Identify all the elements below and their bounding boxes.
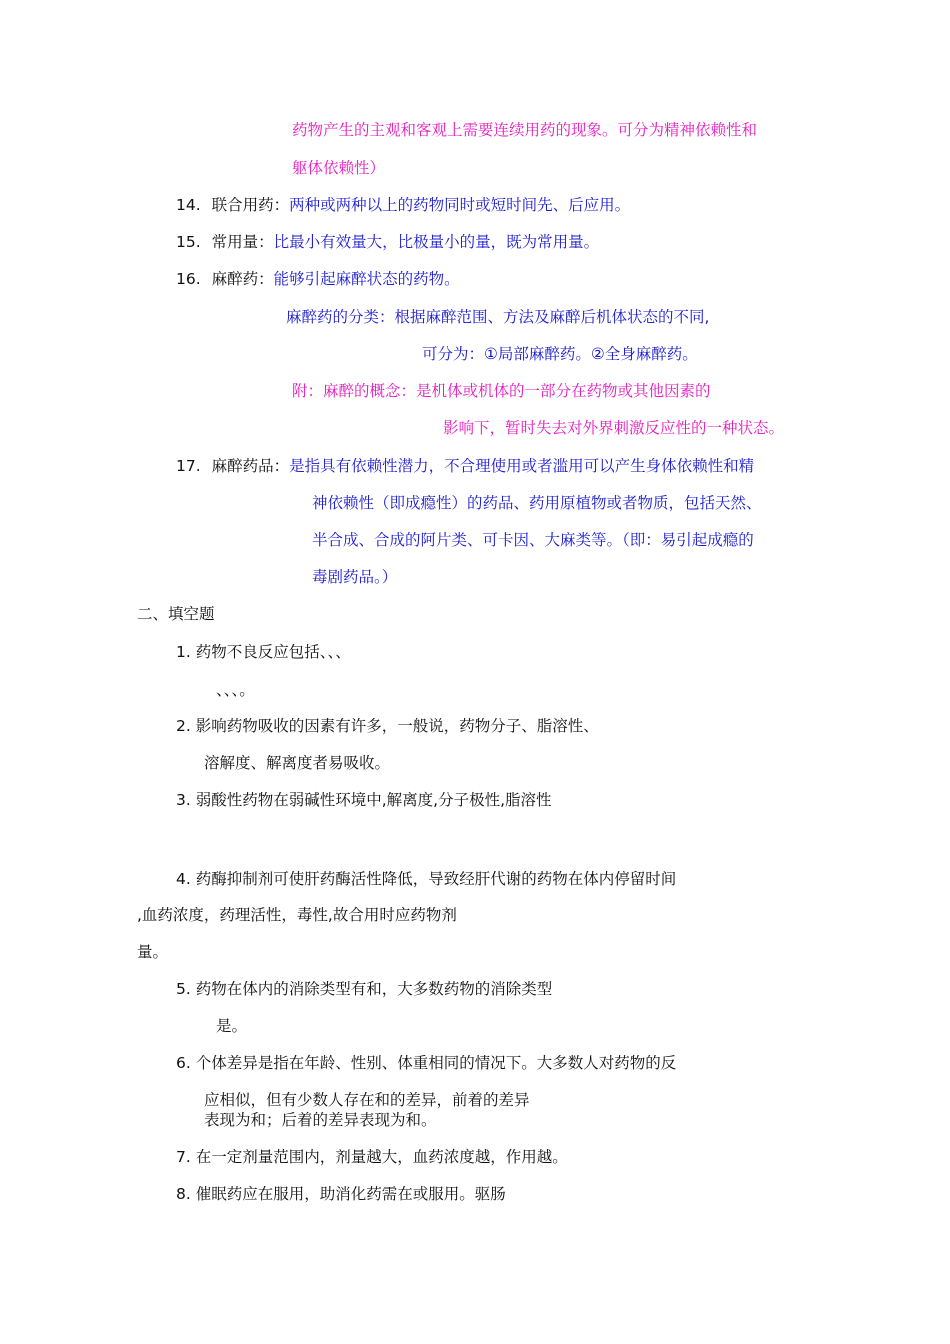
question-3: 3. 弱酸性药物在弱碱性环境中,解离度,分子极性,脂溶性 (176, 791, 552, 809)
anesthetic-classification: 可分为：①局部麻醉药。②全身麻醉药。 (422, 345, 698, 363)
question-4: 4. 药酶抑制剂可使肝药酶活性降低，导致经肝代谢的药物在体内停留时间 (176, 870, 677, 888)
question-2: 2. 影响药物吸收的因素有许多，一般说，药物分子、脂溶性、 (176, 717, 599, 735)
question-7: 7. 在一定剂量范围内，剂量越大，血药浓度越，作用越。 (176, 1148, 568, 1166)
item-definition: 能够引起麻醉状态的药物。 (273, 270, 460, 288)
definition-continuation-line: 躯体依赖性） (292, 159, 386, 177)
definition-item-15 (176, 232, 599, 252)
anesthesia-note: 影响下，暂时失去对外界刺激反应性的一种状态。 (443, 419, 785, 437)
question-5-continuation: 是。 (216, 1017, 248, 1035)
item-definition: 两种或两种以上的药物同时或短时间先、后应用。 (289, 196, 631, 214)
question-6-continuation: 应相似，但有少数人存在和的差异，前着的差异 (204, 1091, 530, 1109)
item-number: 15. (176, 233, 201, 251)
item-definition: 是指具有依赖性潜力，不合理使用或者滥用可以产生身体依赖性和精 (289, 457, 755, 475)
item-definition-continuation: 神依赖性（即成瘾性）的药品、药用原植物或者物质，包括天然、 (312, 494, 762, 512)
question-4-continuation: ,血药浓度，药理活性，毒性,故合用时应药物剂 (137, 906, 457, 924)
section-heading: 二、填空题 (137, 605, 215, 623)
definition-item-17 (176, 456, 754, 476)
item-definition-continuation: 半合成、合成的阿片类、可卡因、大麻类等。（即：易引起成瘾的 (312, 531, 754, 549)
question-1-continuation: 、、、。 (216, 681, 255, 699)
item-term: 麻醉药品： (211, 457, 290, 475)
definition-item-14 (176, 195, 630, 215)
question-6: 6. 个体差异是指在年龄、性别、体重相同的情况下。大多数人对药物的反 (176, 1054, 677, 1072)
item-definition-continuation: 毒剧药品。） (312, 568, 398, 586)
question-8: 8. 催眠药应在服用，助消化药需在或服用。驱肠 (176, 1185, 506, 1203)
item-number: 14. (176, 196, 201, 214)
definition-item-16 (176, 269, 460, 289)
item-definition: 比最小有效量大，比极量小的量，既为常用量。 (273, 233, 600, 251)
question-1: 1. 药物不良反应包括、、、 (176, 643, 351, 661)
item-term: 常用量： (211, 233, 274, 251)
question-6-continuation: 表现为和；后着的差异表现为和。 (204, 1111, 437, 1129)
question-4-continuation: 量。 (137, 943, 169, 961)
item-term: 联合用药： (211, 196, 290, 214)
question-5: 5. 药物在体内的消除类型有和，大多数药物的消除类型 (176, 980, 553, 998)
item-term: 麻醉药： (211, 270, 274, 288)
anesthetic-classification: 麻醉药的分类：根据麻醉范围、方法及麻醉后机体状态的不同, (286, 308, 710, 326)
question-2-continuation: 溶解度、解离度者易吸收。 (204, 754, 391, 772)
definition-continuation-line: 药物产生的主观和客观上需要连续用药的现象。可分为精神依赖性和 (292, 121, 758, 139)
item-number: 17. (176, 457, 201, 475)
item-number: 16. (176, 270, 201, 288)
anesthesia-note: 附：麻醉的概念：是机体或机体的一部分在药物或其他因素的 (292, 382, 711, 400)
